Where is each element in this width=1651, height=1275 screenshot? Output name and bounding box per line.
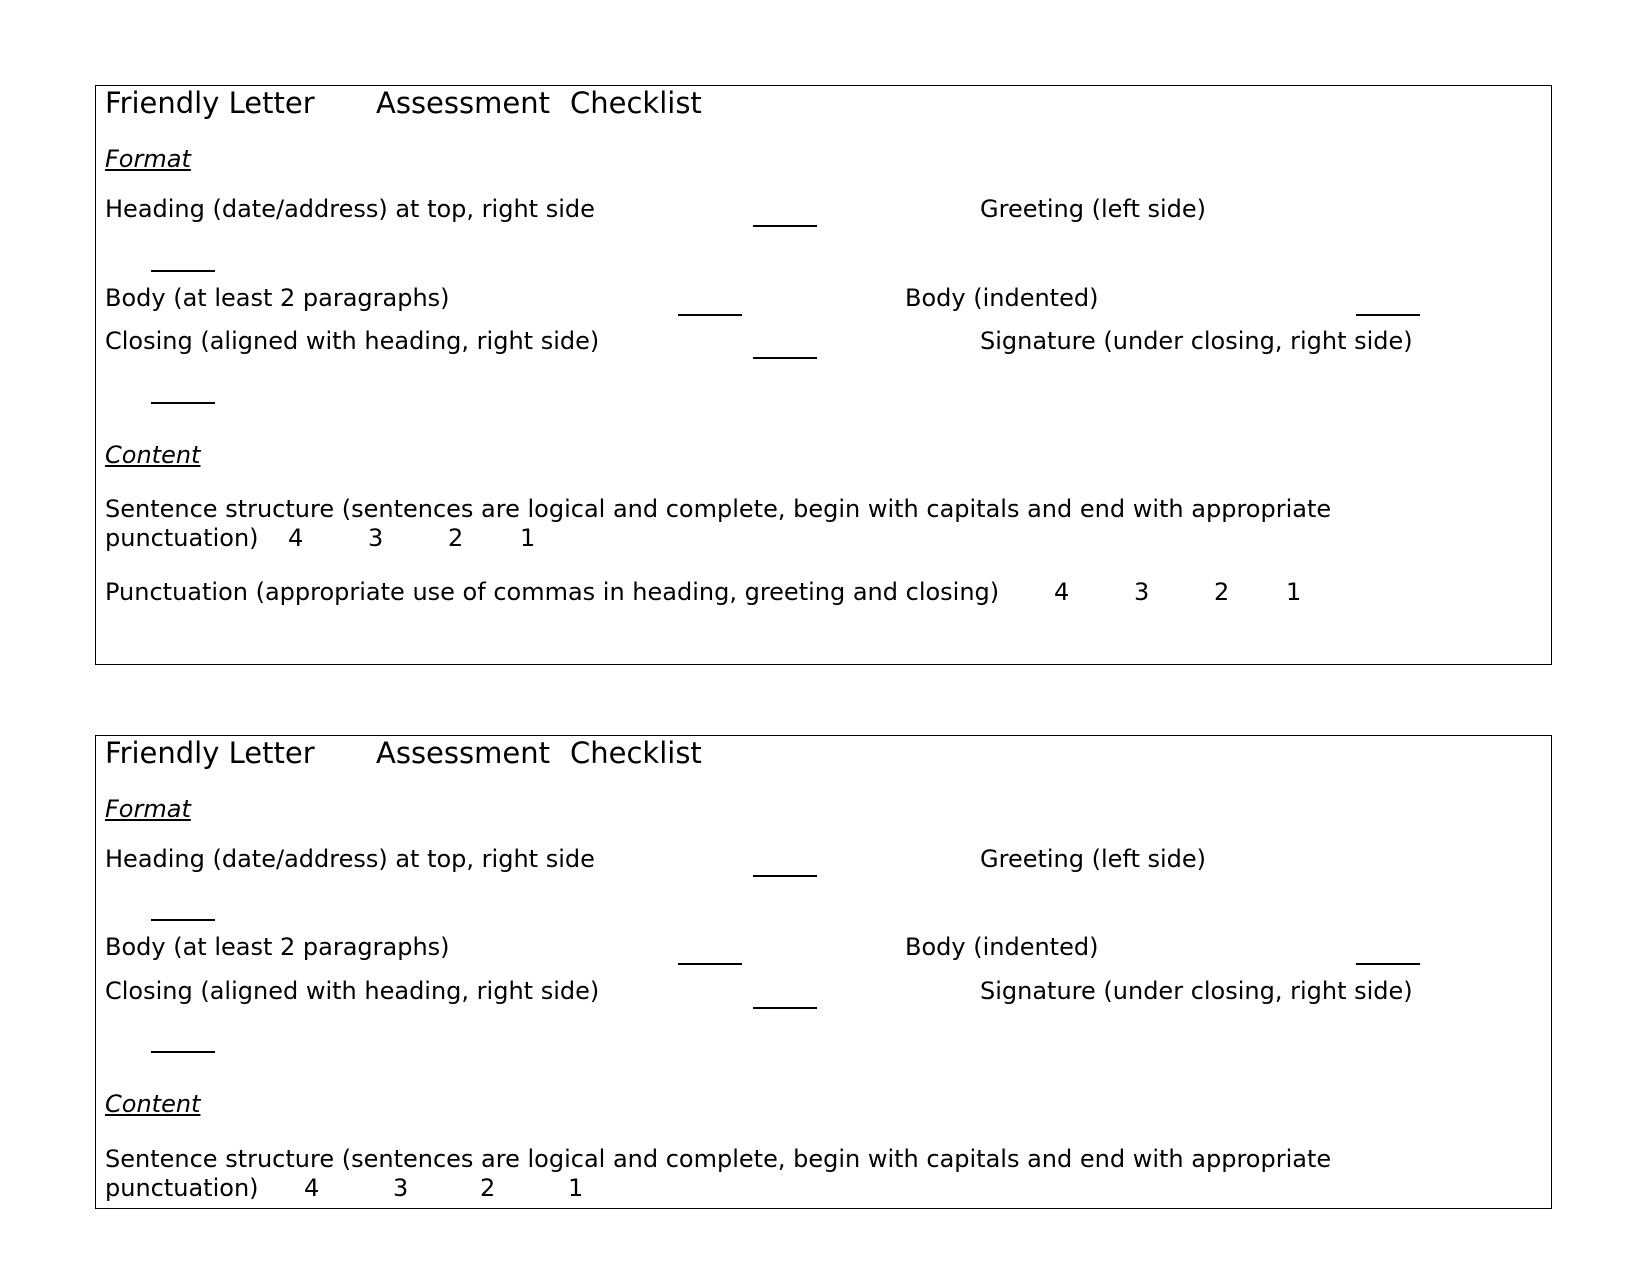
- section-content-label: Content: [105, 1090, 201, 1118]
- signature-item: Signature (under closing, right side): [980, 977, 1413, 1005]
- sentence-structure-item: Sentence structure (sentences are logical and complete, begin with capitals and end with appropriate: [105, 1145, 1332, 1173]
- closing-score-blank[interactable]: [753, 357, 817, 359]
- punct-score-option-4[interactable]: 4: [1054, 578, 1070, 606]
- score-option-2[interactable]: 2: [480, 1174, 496, 1202]
- title-assessment: Assessment: [376, 86, 550, 120]
- body-paragraphs-item: Body (at least 2 paragraphs): [105, 284, 450, 312]
- body-indented-score-blank[interactable]: [1356, 963, 1420, 965]
- score-option-4[interactable]: 4: [288, 524, 304, 552]
- title-friendly-letter: Friendly Letter: [105, 736, 315, 770]
- greeting-score-blank[interactable]: [151, 270, 215, 272]
- section-format-label: Format: [105, 795, 191, 823]
- body-indented-item: Body (indented): [905, 284, 1099, 312]
- title-checklist: Checklist: [570, 736, 702, 770]
- greeting-score-blank[interactable]: [151, 919, 215, 921]
- signature-score-blank[interactable]: [151, 402, 215, 404]
- heading-item: Heading (date/address) at top, right side: [105, 195, 595, 223]
- score-option-3[interactable]: 3: [393, 1174, 409, 1202]
- body-indented-score-blank[interactable]: [1356, 314, 1420, 316]
- punctuation-item: Punctuation (appropriate use of commas in heading, greeting and closing): [105, 578, 1000, 606]
- title-assessment: Assessment: [376, 736, 550, 770]
- sentence-structure-item: Sentence structure (sentences are logical and complete, begin with capitals and end with appropriate: [105, 495, 1332, 523]
- punct-score-option-1[interactable]: 1: [1286, 578, 1302, 606]
- heading-score-blank[interactable]: [753, 225, 817, 227]
- score-option-1[interactable]: 1: [568, 1174, 584, 1202]
- body-indented-item: Body (indented): [905, 933, 1099, 961]
- closing-item: Closing (aligned with heading, right side): [105, 977, 600, 1005]
- greeting-item: Greeting (left side): [980, 845, 1207, 873]
- score-option-1[interactable]: 1: [520, 524, 536, 552]
- closing-item: Closing (aligned with heading, right side): [105, 327, 600, 355]
- sentence-structure-item-cont: punctuation): [105, 524, 259, 552]
- punct-score-option-2[interactable]: 2: [1214, 578, 1230, 606]
- title-friendly-letter: Friendly Letter: [105, 86, 315, 120]
- body-paragraphs-item: Body (at least 2 paragraphs): [105, 933, 450, 961]
- heading-score-blank[interactable]: [753, 875, 817, 877]
- body-paragraphs-score-blank[interactable]: [678, 963, 742, 965]
- section-format-label: Format: [105, 145, 191, 173]
- title-checklist: Checklist: [570, 86, 702, 120]
- heading-item: Heading (date/address) at top, right side: [105, 845, 595, 873]
- greeting-item: Greeting (left side): [980, 195, 1207, 223]
- sentence-structure-item-cont: punctuation): [105, 1174, 259, 1202]
- body-paragraphs-score-blank[interactable]: [678, 314, 742, 316]
- assessment-checklist-card: [95, 735, 1552, 1209]
- score-option-4[interactable]: 4: [304, 1174, 320, 1202]
- signature-score-blank[interactable]: [151, 1051, 215, 1053]
- score-option-3[interactable]: 3: [368, 524, 384, 552]
- closing-score-blank[interactable]: [753, 1007, 817, 1009]
- section-content-label: Content: [105, 441, 201, 469]
- assessment-checklist-card: [95, 85, 1552, 665]
- punct-score-option-3[interactable]: 3: [1134, 578, 1150, 606]
- score-option-2[interactable]: 2: [448, 524, 464, 552]
- signature-item: Signature (under closing, right side): [980, 327, 1413, 355]
